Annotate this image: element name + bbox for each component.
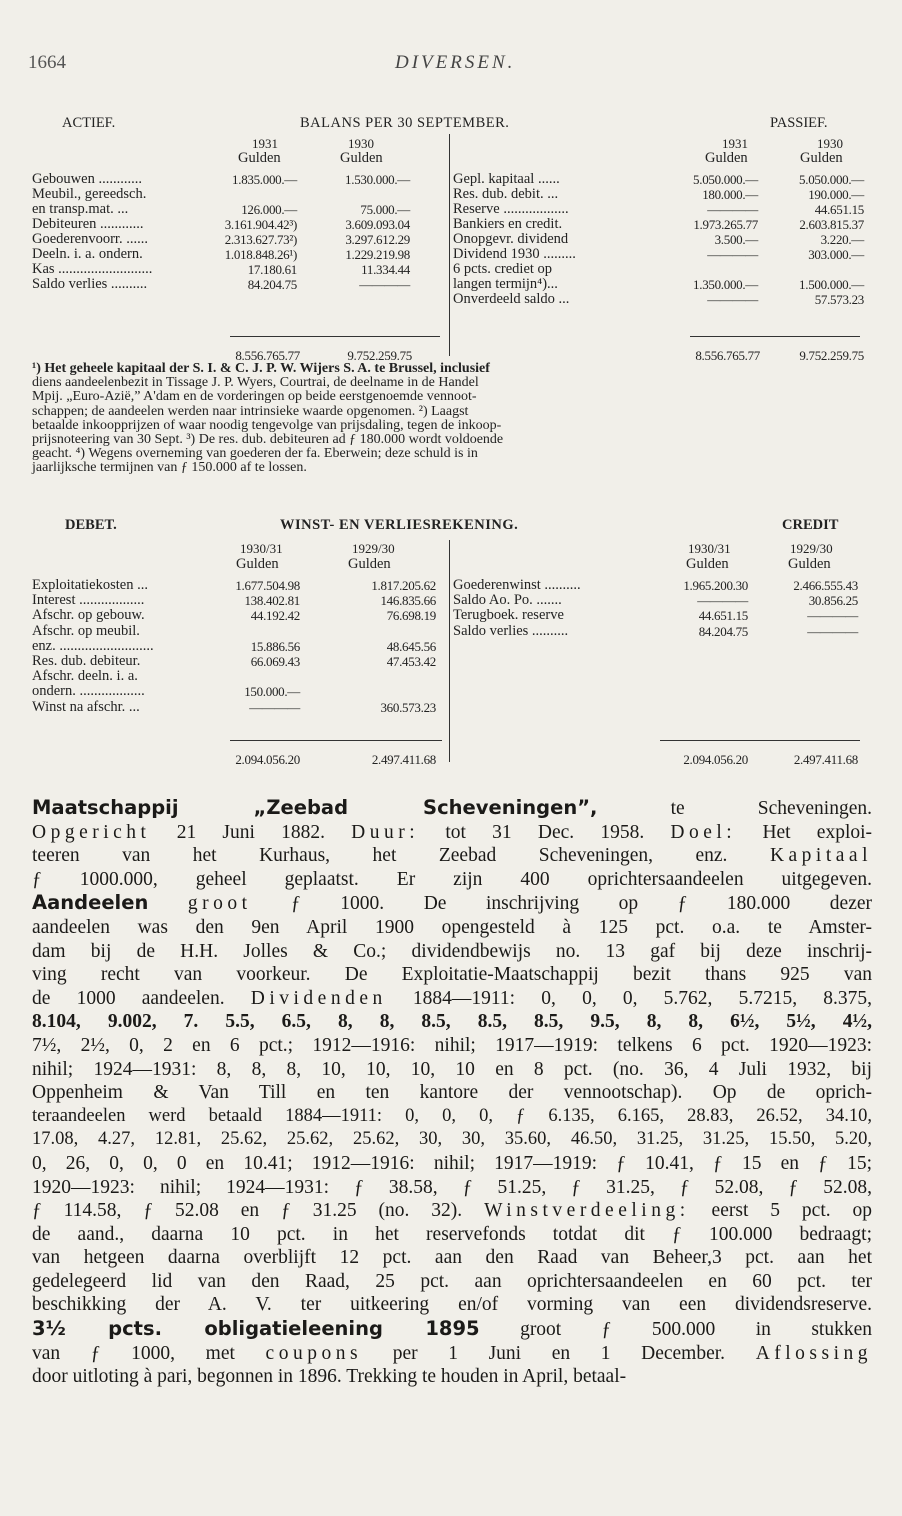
wv-credit-label: Saldo Ao. Po. ....... bbox=[453, 592, 562, 609]
wv-left-label: DEBET. bbox=[65, 517, 117, 533]
balans-right-label: PASSIEF. bbox=[770, 115, 828, 131]
section-heading: 3½ pcts. obligatieleening 1895 bbox=[32, 1317, 480, 1341]
wv-debet-a: ———— bbox=[249, 699, 300, 715]
wv-debet-label: Afschr. op meubil. bbox=[32, 622, 140, 639]
article-line: de aand., daarna 10 pct. in het reservefonds totdat dit ƒ 100.000 bedraagt; bbox=[32, 1223, 872, 1245]
total-activa-1930: 9.752.259.75 bbox=[347, 348, 412, 363]
balans-activa-1931: 1.835.000.— bbox=[232, 172, 297, 187]
balans-passiva-label: Res. dub. debit. ... bbox=[453, 186, 559, 202]
balans-passiva-1931: ———— bbox=[707, 247, 758, 262]
balans-activa-1930: 1.229.219.98 bbox=[345, 247, 410, 262]
wv-debet-label: Exploitatiekosten ... bbox=[32, 577, 148, 593]
balans-passiva-1930: 190.000.— bbox=[808, 187, 864, 202]
article bbox=[32, 796, 872, 1389]
balans-activa-1930: 3.297.612.29 bbox=[345, 232, 410, 247]
article-line: nihil; 1924—1931: 8, 8, 8, 10, 10, 10, 10 en 8 pct. (no. 36, 4 Juli 1932, bij bbox=[32, 1058, 872, 1080]
article-line: gedelegeerd lid van den Raad, 25 pct. aan oprichtersaandeelen en 60 pct. ter bbox=[32, 1270, 872, 1292]
wv-currency-b2: Gulden bbox=[788, 556, 831, 572]
balans-year-1931-p: 1931 bbox=[722, 136, 748, 151]
section-heading: Aandeelen bbox=[32, 891, 149, 915]
wv-debet-a: 44.192.42 bbox=[250, 608, 300, 624]
wv-credit-b: 2.466.555.43 bbox=[793, 578, 858, 593]
article-line: 3½ pcts. obligatieleening 1895 groot ƒ 500.000 in stukken bbox=[32, 1317, 872, 1341]
balans-passiva-1930: 5.050.000.— bbox=[799, 172, 864, 187]
balans-year-1930-p: 1930 bbox=[817, 136, 843, 151]
wv-credit-b: 30.856.25 bbox=[808, 593, 858, 609]
total-passiva-1930: 9.752.259.75 bbox=[799, 348, 864, 363]
wv-year-b2: 1929/30 bbox=[790, 541, 833, 556]
balans-activa-1930: 75.000.— bbox=[360, 202, 410, 217]
article-line: ƒ 1000.000, geheel geplaatst. Er zijn 400 oprichtersaandeelen uitgegeven. bbox=[32, 868, 872, 890]
article-line: 7½, 2½, 0, 2 en 6 pct.; 1912—1916: nihil; 1917—1919: telkens 6 pct. 1920—1923: bbox=[32, 1034, 872, 1056]
wv-debet-a: 150.000.— bbox=[244, 684, 300, 700]
balans-activa-1930: 11.334.44 bbox=[361, 262, 410, 277]
article-line: door uitloting à pari, begonnen in 1896. Trekking te houden in April, betaal- bbox=[32, 1366, 627, 1388]
article-line: de 1000 aandeelen. Dividenden 1884—1911: 0, 0, 0, 5.762, 5.7215, 8.375, bbox=[32, 987, 872, 1009]
balans-passiva-1930: 1.500.000.— bbox=[799, 277, 864, 292]
wv-credit-a: 44.651.15 bbox=[698, 608, 748, 624]
total-passiva-1931: 8.556.765.77 bbox=[695, 348, 760, 363]
balans-currency-a2: Gulden bbox=[340, 150, 383, 166]
balans-activa-1931: 1.018.848.26¹) bbox=[224, 247, 297, 262]
wv-debet-a: 138.402.81 bbox=[244, 593, 300, 609]
wv-year-a1: 1930/31 bbox=[240, 541, 283, 556]
article-line: Aandeelen groot ƒ 1000. De inschrijving op ƒ 180.000 dezer bbox=[32, 891, 872, 915]
wv-year-a2: 1930/31 bbox=[688, 541, 731, 556]
balans-activa-label: Gebouwen ............ bbox=[32, 171, 142, 187]
balans-currency-a1: Gulden bbox=[238, 150, 281, 166]
balans-activa-label: Kas .......................... bbox=[32, 261, 153, 277]
balans-passiva-label: Dividend 1930 ......... bbox=[453, 246, 576, 262]
wv-debet-a: 15.886.56 bbox=[250, 638, 300, 654]
total-credit-b: 2.497.411.68 bbox=[793, 752, 858, 767]
wv-debet-b: 76.698.19 bbox=[386, 608, 436, 624]
wv-currency-a2: Gulden bbox=[686, 556, 729, 572]
wv-title: WINST- EN VERLIESREKENING. bbox=[280, 517, 519, 533]
footnote-line: ¹) Het geheele kapitaal der S. I. & C. J. P. W. Wijers S. A. te Brussel, inclusief bbox=[32, 361, 490, 376]
article-line: 1920—1923: nihil; 1924—1931: ƒ 38.58, ƒ 51.25, ƒ 31.25, ƒ 52.08, ƒ 52.08, bbox=[32, 1176, 872, 1198]
balans-passiva-label: Onopgevr. dividend bbox=[453, 231, 569, 247]
article-line: teeren van het Kurhaus, het Zeebad Scheveningen, enz. Kapitaal bbox=[32, 845, 872, 867]
balans-left-label: ACTIEF. bbox=[62, 115, 116, 131]
wv-debet-b: 360.573.23 bbox=[380, 699, 436, 715]
balans-passiva-label: langen termijn⁴)... bbox=[453, 276, 558, 292]
balans-passiva-1931: 5.050.000.— bbox=[693, 172, 758, 187]
wv-right-label: CREDIT bbox=[782, 517, 839, 533]
balans-activa-1931: 126.000.— bbox=[241, 202, 297, 217]
balans-activa-1931: 2.313.627.73²) bbox=[224, 232, 297, 247]
balans-passiva-label: Gepl. kapitaal ...... bbox=[453, 171, 560, 187]
wv-debet-b: 1.817.205.62 bbox=[371, 578, 436, 593]
total-credit-a: 2.094.056.20 bbox=[683, 752, 748, 767]
article-line: Opgericht 21 Juni 1882. Duur: tot 31 Dec. 1958. Doel: Het exploi- bbox=[32, 821, 873, 843]
balans-passiva-1930: 44.651.15 bbox=[814, 202, 864, 217]
article-line: dam bij de H.H. Jolles & Co.; dividendbewijs no. 13 gaf bij deze inschrij- bbox=[32, 940, 872, 962]
footnote-line: betaalde inkoopprijzen of waar noodig tengevolge van prijsdaling, tegen de inkoop- bbox=[32, 417, 502, 433]
article-line: Maatschappij „Zeebad Scheveningen”, te Scheveningen. bbox=[32, 796, 872, 819]
article-line: 0, 26, 0, 0, 0 en 10.41; 1912—1916: nihil; 1917—1919: ƒ 10.41, ƒ 15 en ƒ 15; bbox=[32, 1152, 872, 1174]
wv-currency-b1: Gulden bbox=[348, 556, 391, 572]
wv-credit-label: Goederenwinst .......... bbox=[453, 577, 581, 593]
article-line: beschikking der A. V. ter uitkeering en/of vorming van een dividendsreserve. bbox=[32, 1294, 872, 1316]
balans-activa-label: en transp.mat. ... bbox=[32, 201, 129, 217]
article-line: van ƒ 1000, met coupons per 1 Juni en 1 December. Aflossing bbox=[32, 1342, 873, 1364]
wv-credit-a: 1.965.200.30 bbox=[683, 578, 748, 593]
footnote-line: jaarlijksche termijnen van ƒ 150.000 af te lossen. bbox=[32, 460, 307, 476]
total-debet-a: 2.094.056.20 bbox=[235, 752, 300, 767]
balans-passiva-1931: 180.000.— bbox=[702, 187, 758, 202]
balans-passiva-label: Bankiers en credit. bbox=[453, 216, 563, 232]
footnote-line: schappen; de aandeelen werden naar intrinsieke waarde opgenomen. ²) Laagst bbox=[32, 403, 469, 419]
wv-debet-label: enz. .......................... bbox=[32, 637, 154, 654]
wv-currency-a1: Gulden bbox=[236, 556, 279, 572]
balans-passiva-1930: 57.573.23 bbox=[814, 292, 864, 307]
wv-credit-a: ———— bbox=[697, 593, 748, 609]
running-title: DIVERSEN. bbox=[395, 52, 516, 73]
balans-activa-1931: 84.204.75 bbox=[247, 277, 297, 292]
balans-currency-p1: Gulden bbox=[705, 150, 748, 166]
balans-passiva-label: Reserve .................. bbox=[453, 201, 569, 217]
balans-activa-1930: ———— bbox=[359, 277, 410, 292]
wv-credit-a: 84.204.75 bbox=[698, 623, 748, 639]
balans-passiva-1930: 2.603.815.37 bbox=[799, 217, 864, 232]
page-number: 1664 bbox=[28, 52, 66, 73]
balans-activa-1931: 17.180.61 bbox=[247, 262, 297, 277]
wv-debet-label: Afschr. deeln. i. a. bbox=[32, 668, 138, 685]
wv-credit-b: ———— bbox=[807, 623, 858, 639]
article-line: aandeelen was den 9en April 1900 opengesteld à 125 pct. o.a. te Amster- bbox=[32, 916, 872, 938]
article-line: ving recht van voorkeur. De Exploitatie-Maatschappij bezit thans 925 van bbox=[32, 964, 872, 986]
balans-year-1931-a: 1931 bbox=[252, 136, 278, 151]
balans-passiva-label: 6 pcts. crediet op bbox=[453, 261, 553, 277]
balans-activa-label: Saldo verlies .......... bbox=[32, 276, 148, 292]
balans-passiva-1931: 1.973.265.77 bbox=[693, 217, 758, 232]
balans-passiva-1930: 3.220.— bbox=[820, 232, 864, 247]
wv-debet-b: 47.453.42 bbox=[386, 654, 436, 669]
total-activa-1931: 8.556.765.77 bbox=[235, 348, 300, 363]
balans-activa-label: Debiteuren ............ bbox=[32, 216, 144, 232]
balans-passiva-1931: ———— bbox=[707, 292, 758, 307]
article-line: teraandeelen werd betaald 1884—1911: 0, 0, 0, ƒ 6.135, 6.165, 28.83, 26.52, 34.10, bbox=[32, 1105, 872, 1126]
wv-debet-b: 48.645.56 bbox=[386, 638, 436, 654]
balans-activa-1931: 3.161.904.42³) bbox=[224, 217, 297, 232]
article-line: 8.104, 9.002, 7. 5.5, 6.5, 8, 8, 8.5, 8.5, 8.5, 9.5, 8, 8, 6½, 5½, 4½, bbox=[32, 1011, 872, 1033]
balans-title: BALANS PER 30 SEPTEMBER. bbox=[300, 115, 510, 131]
wv-year-b1: 1929/30 bbox=[352, 541, 395, 556]
balans-passiva-1931: 3.500.— bbox=[714, 232, 758, 247]
footnote-line: diens aandeelenbezit in Tissage J. P. Wyers, Courtrai, de deelname in de Handel bbox=[32, 375, 479, 391]
wv-debet-label: Interest .................. bbox=[32, 592, 145, 609]
wv-debet-label: ondern. .................. bbox=[32, 683, 145, 700]
wv-debet-label: Res. dub. debiteur. bbox=[32, 653, 141, 669]
balans-activa-label: Goederenvoorr. ...... bbox=[32, 231, 148, 247]
article-line: van hetgeen daarna overblijft 12 pct. aan den Raad van Beheer,3 pct. aan het bbox=[32, 1247, 872, 1269]
article-line: 17.08, 4.27, 12.81, 25.62, 25.62, 25.62, 30, 30, 35.60, 46.50, 31.25, 31.25, 15.50, 5.20, bbox=[32, 1129, 872, 1150]
total-debet-b: 2.497.411.68 bbox=[371, 752, 436, 767]
wv-debet-a: 66.069.43 bbox=[250, 654, 300, 669]
company-name: Maatschappij „Zeebad Scheveningen”, bbox=[32, 796, 598, 819]
balans-year-1930-a: 1930 bbox=[348, 136, 374, 151]
balans-activa-label: Meubil., gereedsch. bbox=[32, 186, 147, 202]
footnote-line: geacht. ⁴) Wegens overneming van goederen der fa. Eberwein; deze schuld is in bbox=[32, 446, 478, 462]
wv-credit-label: Terugboek. reserve bbox=[453, 607, 564, 624]
balans-passiva-1931: 1.350.000.— bbox=[693, 277, 758, 292]
article-line: Oppenheim & Van Till en ten kantore der vennootschap). Op de oprich- bbox=[32, 1082, 872, 1104]
wv-debet-b: 146.835.66 bbox=[380, 593, 436, 609]
footnote-line: prijsnoteering van 30 Sept. ³) De res. dub. debiteuren ad ƒ 180.000 wordt voldoende bbox=[32, 432, 504, 448]
balans-passiva-1930: 303.000.— bbox=[808, 247, 864, 262]
wv-debet-label: Winst na afschr. ... bbox=[32, 698, 140, 715]
balans-activa-1930: 1.530.000.— bbox=[345, 172, 410, 187]
wv-credit-b: ———— bbox=[807, 608, 858, 624]
wv-debet-a: 1.677.504.98 bbox=[235, 578, 300, 593]
balans-currency-p2: Gulden bbox=[800, 150, 843, 166]
wv-credit-label: Saldo verlies .......... bbox=[453, 622, 569, 639]
balans-activa-label: Deeln. i. a. ondern. bbox=[32, 246, 143, 262]
wv-debet-label: Afschr. op gebouw. bbox=[32, 607, 145, 624]
balans-activa-1930: 3.609.093.04 bbox=[345, 217, 410, 232]
balans-passiva-label: Onverdeeld saldo ... bbox=[453, 291, 570, 307]
balans-passiva-1931: ———— bbox=[707, 202, 758, 217]
article-line: ƒ 114.58, ƒ 52.08 en ƒ 31.25 (no. 32). Winstverdeeling: eerst 5 pct. op bbox=[32, 1200, 873, 1222]
footnote-line: Mpij. „Euro-Azië,” A'dam en de vorderingen op beide eerstgenoemde vennoot- bbox=[32, 389, 477, 405]
